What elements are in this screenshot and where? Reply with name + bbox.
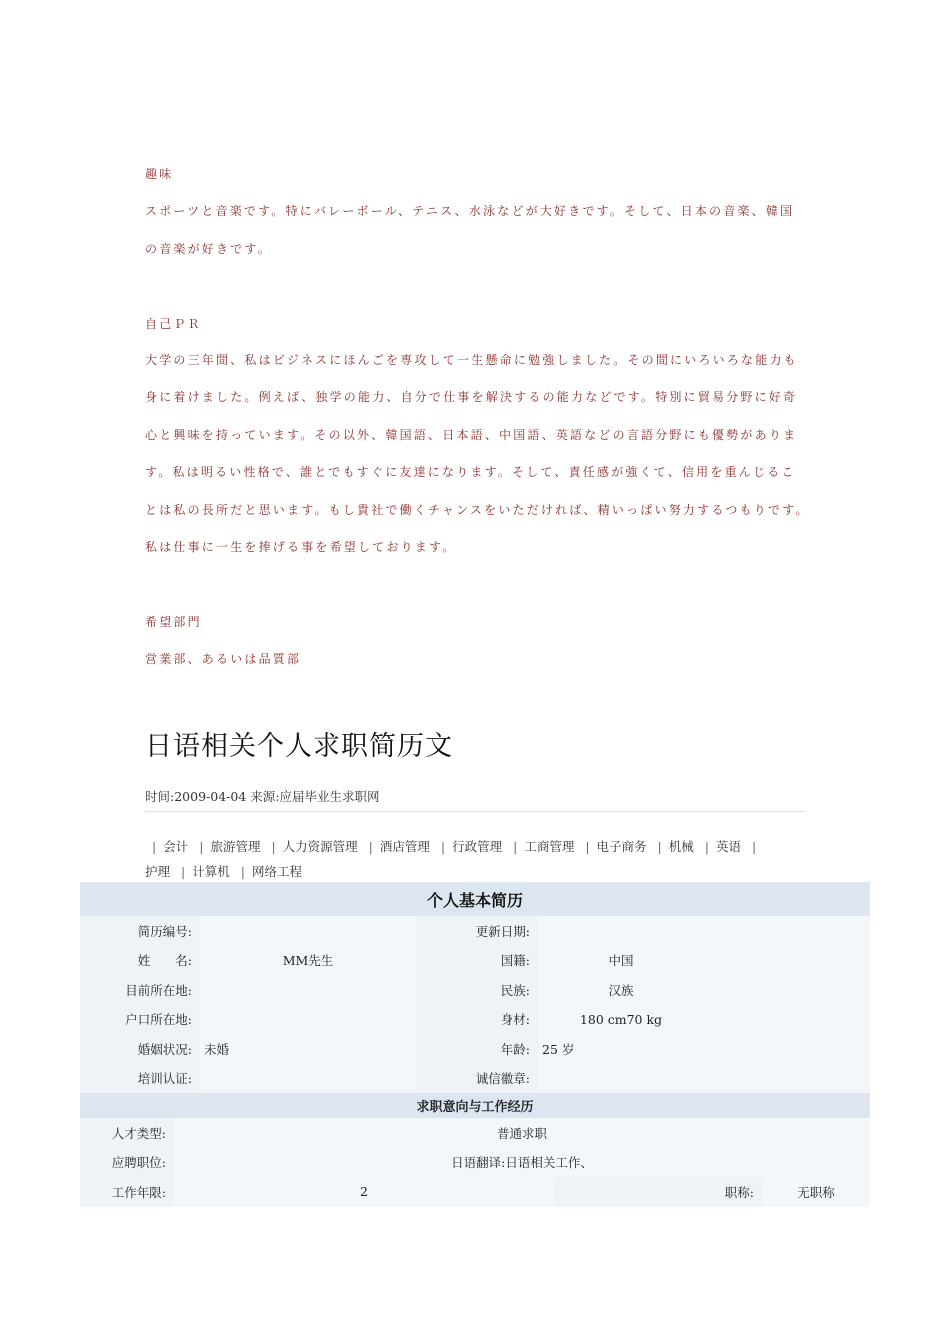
category-line-2: 护理 | 计算机 | 网络工程	[145, 864, 302, 879]
empty-cell	[704, 1034, 870, 1064]
dept-heading: 希望部門	[145, 615, 202, 629]
table-row	[80, 1118, 870, 1148]
category-link[interactable]: 行政管理	[452, 839, 503, 854]
field-value: 汉族	[538, 975, 704, 1005]
field-label: 培训认证:	[80, 1064, 200, 1094]
article-title: 日语相关个人求职简历文	[145, 731, 453, 762]
field-label: 户口所在地:	[80, 1005, 200, 1035]
pr-line-6: 私は仕事に一生を捧げる事を希望しております。	[145, 540, 457, 554]
field-label: 姓 名:	[80, 946, 200, 976]
field-value	[200, 975, 416, 1005]
pr-line-1: 大学の三年間、私はビジネスにほんごを専攻して一生懸命に勉強しました。その間にいろいろな能力も	[145, 353, 798, 367]
field-value: 未婚	[200, 1034, 416, 1064]
field-label: 职称:	[554, 1177, 762, 1207]
field-value: 25 岁	[538, 1034, 704, 1064]
field-label: 简历编号:	[80, 916, 200, 946]
hobby-heading: 趣味	[145, 167, 174, 181]
table-row	[80, 1064, 870, 1094]
table-row	[80, 1177, 870, 1207]
field-label: 民族:	[416, 975, 538, 1005]
category-link[interactable]: 计算机	[192, 864, 230, 879]
table-row	[80, 1148, 870, 1178]
section-header: 求职意向与工作经历	[80, 1093, 870, 1118]
category-link[interactable]: 人力资源管理	[282, 839, 358, 854]
field-value: 中国	[538, 946, 704, 976]
field-label: 诚信徽章:	[416, 1064, 538, 1094]
table-row	[80, 946, 870, 976]
field-label: 人才类型:	[80, 1118, 174, 1148]
category-link[interactable]: 机械	[668, 839, 694, 854]
empty-cell	[704, 975, 870, 1005]
category-link[interactable]: 会计	[163, 839, 189, 854]
article-meta: 时间:2009-04-04 来源:应届毕业生求职网	[145, 789, 380, 804]
category-link[interactable]: 电子商务	[596, 839, 647, 854]
field-value: 无职称	[762, 1177, 870, 1207]
field-value	[200, 1064, 416, 1094]
category-link[interactable]: 旅游管理	[210, 839, 261, 854]
field-label: 更新日期:	[416, 916, 538, 946]
field-value	[200, 1005, 416, 1035]
pr-line-5: とは私の長所だと思います。もし貴社で働くチャンスをいただければ、精いっぱい努力するつもりです。	[145, 503, 810, 517]
field-value: MM先生	[200, 946, 416, 976]
empty-cell	[704, 1005, 870, 1035]
pr-line-3: 心と興味を持っています。その以外、韓国語、日本語、中国語、英語などの言語分野にも優勢がありま	[145, 428, 798, 442]
field-label: 身材:	[416, 1005, 538, 1035]
category-line-1: | 会计 | 旅游管理 | 人力资源管理 | 酒店管理 | 行政管理 | 工商管理 | 电子商务 | 机械 | 英语 |	[152, 839, 757, 854]
field-label: 目前所在地:	[80, 975, 200, 1005]
divider	[145, 811, 805, 812]
category-link[interactable]: 英语	[715, 839, 741, 854]
table-row	[80, 916, 870, 946]
table-row	[80, 975, 870, 1005]
hobby-line-1: スポーツと音楽です。特にバレーボール、テニス、水泳などが大好きです。そして、日本の音楽、韓国	[145, 204, 795, 218]
field-value: 日语翻译:日语相关工作、	[174, 1148, 870, 1178]
table-row	[80, 1034, 870, 1064]
empty-cell	[704, 916, 870, 946]
hobby-line-2: の音楽が好きです。	[145, 242, 272, 256]
resume-table	[80, 882, 870, 1207]
empty-cell	[704, 946, 870, 976]
pr-heading: 自己ＰＲ	[145, 317, 202, 331]
field-value: 普通求职	[174, 1118, 870, 1148]
category-link[interactable]: 网络工程	[251, 864, 302, 879]
field-label: 婚姻状况:	[80, 1034, 200, 1064]
empty-cell	[704, 1064, 870, 1094]
category-link[interactable]: 护理	[145, 864, 171, 879]
field-label: 年龄:	[416, 1034, 538, 1064]
category-link[interactable]: 酒店管理	[379, 839, 430, 854]
table-row	[80, 1005, 870, 1035]
field-label: 工作年限:	[80, 1177, 174, 1207]
pr-line-2: 身に着けました。例えば、独学の能力、自分で仕事を解決するの能力などです。特別に貿易分野に好奇	[145, 390, 798, 404]
pr-line-4: す。私は明るい性格で、誰とでもすぐに友達になります。そして、責任感が強くて、信用を重んじるこ	[145, 465, 796, 479]
field-value	[538, 1064, 704, 1094]
field-value: 2	[174, 1177, 554, 1207]
resume-header: 个人基本简历	[80, 882, 870, 916]
field-label: 应聘职位:	[80, 1148, 174, 1178]
field-value	[200, 916, 416, 946]
field-label: 国籍:	[416, 946, 538, 976]
category-link[interactable]: 工商管理	[524, 839, 575, 854]
field-value: 180 cm70 kg	[538, 1005, 704, 1035]
dept-value: 営業部、あるいは品質部	[145, 652, 302, 666]
category-links	[145, 834, 815, 884]
field-value	[538, 916, 704, 946]
